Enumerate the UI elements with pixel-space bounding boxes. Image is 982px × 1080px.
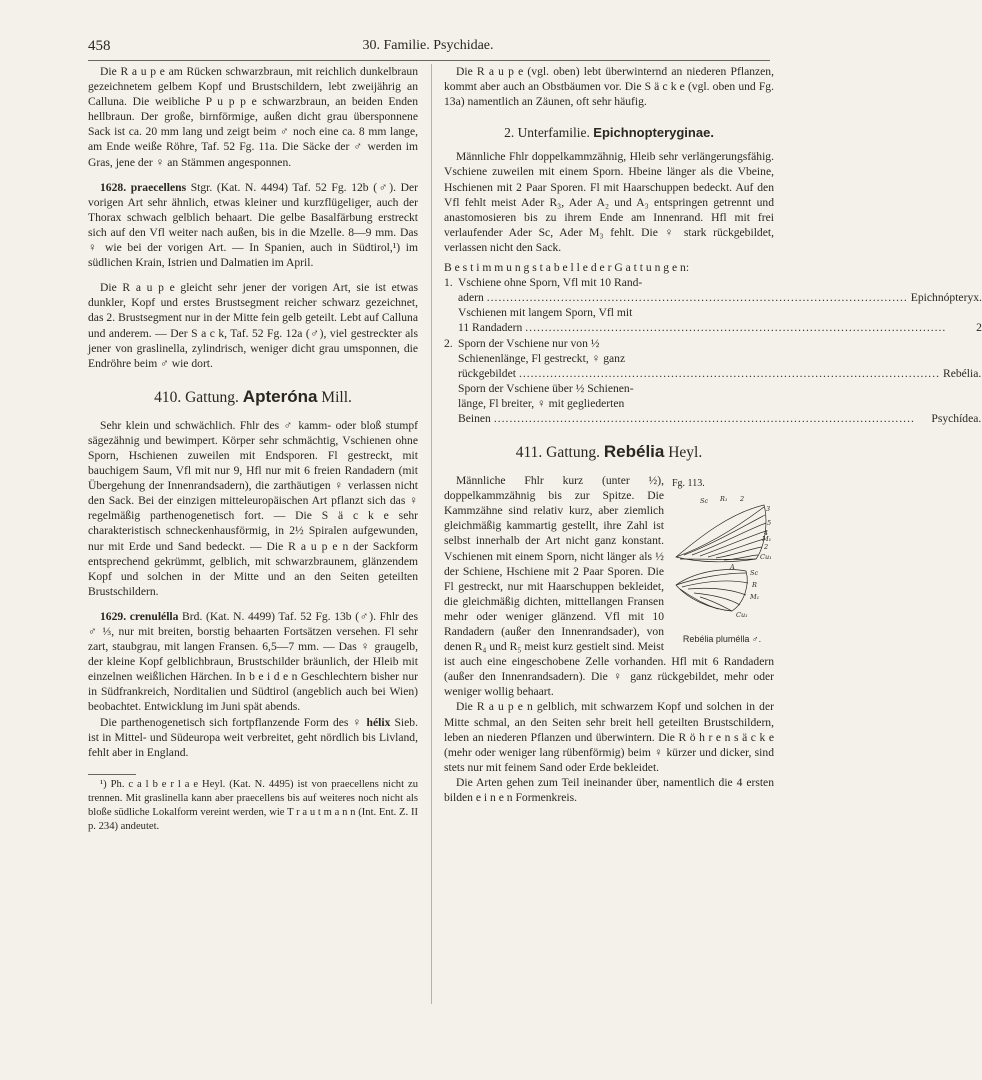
paragraph-raupe-helix: Die R a u p e (vgl. oben) lebt überwinternd an niederen Pflanzen, kommt aber auch an Obstbäumen vor. Die S ä c k e (vgl. oben und Fg. 13a) namentlich an Zäunen, oft sehr häufig. [444,65,774,109]
heading-410-author: Mill. [317,388,352,406]
key-2a-line-3: rückgebildet [458,366,516,380]
paragraph-apterona-description: Sehr klein und schwächlich. Fhlr des ♂ kamm- oder bloß stumpf sägezähnig und bewimpert. Körper sehr schmächtig, Vschienen ohne Sporn, Hschienen zuweilen mit Endsporen. Fl gestreckt, mit bauchigem Saum, Vfl mit nur 9, Hfl nur mit 6 freien Randadern (mit Übergehung der Innenrandsadern), die zarthäutigen ♀ verlassen nicht den Sack. Bei der einzigen mitteleuropäischen Art pflanzt sich das ♀ regelmäßig parthenogenetisch fort. — Die S ä c k e sehr charakteristisch schneckenhausförmig, in 2½ Spiralen aufgewunden, nur mit Erde und Sand bedeckt. — Die R a u p e n der Sackform entsprechend gekrümmt, gelblich, mit schwarzbraunem, glänzendem Kopf und solchen in der Mitte und an den Seiten geteilten Brustschildern. [88,418,418,598]
vein-label: 2 [764,543,769,552]
left-column [88,64,418,834]
vein-label: 5 [767,519,772,528]
leader-dots [516,366,943,381]
genus-name-apterona: Apteróna [242,386,318,406]
species-1628 [88,180,418,271]
key-result-2: 2 [976,321,982,335]
key-number-1: 1. [444,276,453,290]
figure-caption: Rebélia plumélla ♂. [682,633,762,644]
key-result-epichnopteryx: Epichnópteryx. [910,291,982,305]
key-2b-line-3: Beinen [458,411,491,425]
key-result-rebelia: Rebélia. [942,366,982,380]
paragraph-rebelia-arten: Die Arten gehen zum Teil ineinander über, namentlich die 4 ersten bilden e i n e n Formenkreis. [444,775,774,805]
heading-411-prefix: 411. Gattung. [515,444,604,462]
key-number-2: 2. [444,336,453,350]
key-2a-line-1: Sporn der Vschiene nur von ½ [458,336,600,350]
vein-label: 4 [764,529,769,538]
key-title: B e s t i m m u n g s t a b e l l e d e r G a t t u n g e n: [444,261,690,275]
vein-label: Cu₁ [736,611,748,620]
page-header [88,38,768,58]
key-couplet-2 [444,336,982,427]
key-2a-line-2: Schienenlänge, Fl gestreckt, ♀ ganz [458,351,626,365]
vein-label: R [752,581,757,590]
key-2b-lead [458,411,981,426]
vein-label: A [730,563,735,572]
heading-subfamily-2 [444,125,774,140]
heading-genus-411 [444,443,774,462]
hw-vein [682,581,748,587]
heading-411-author: Heyl. [664,444,703,462]
heading-genus-410 [88,388,418,407]
subfamily-name: Epichnopteryginae. [593,125,714,141]
heading-410-prefix: 410. Gattung. [154,388,243,406]
vein-label: Cu₁ [760,553,772,562]
identification-key [444,275,982,426]
key-1a-lead [458,290,982,305]
key-1b-line-2: 11 Randadern [458,321,523,335]
key-1b-lead [458,320,982,335]
species-name-praecellens: 1628. praecellens [100,180,187,194]
hw-vein [680,589,718,609]
species-name-crenulella: 1629. crenulélla [100,609,179,623]
key-1a-line-2: adern [458,291,484,305]
footnote-rule [88,774,136,775]
vein-label: Sc [700,497,709,506]
helix-post: Sieb. ist in Mittel- und Südeuropa weit verbreitet, geht nördlich bis Livland, fehlt aber in England. [88,715,418,759]
running-title: 30. Familie. Psychidae. [362,38,494,53]
vein-label: M₁ [750,593,760,602]
figure-label: Fg. 113. [672,478,705,490]
key-2b-line-1: Sporn der Vschiene über ½ Schienen- [458,381,634,395]
genus-name-rebelia: Rebélia [603,442,665,462]
species-1629-text: Brd. (Kat. N. 4499) Taf. 52 Fg. 13b (♂). Fhlr des ♂ ⅓, nur mit breiten, borstig behaarten Fortsätzen versehen. Fl sehr zart, staubgrau, mit langen Fransen. 6,5—7 mm. — Das ♀ graugelb, der kleine Kopf gelblichbraun, Brustschilder bräunlich, der Hleib mit einzelnen weißlichen Härchen. In b e i d e n Geschlechtern bisher nur in Südfrankreich, Norditalien und Südtirol (angeblich auch bei Wien) beobachtet. Entwicklung im Juni spät abends. [88,609,418,714]
key-2a-lead [458,366,981,381]
wing-venation-drawing [670,475,774,635]
paragraph-rebelia-raupen: Die R a u p e n gelblich, mit schwarzem Kopf und solchen in der Mitte schmal, an den Seiten sehr breit hell geteilten Brustschildern, leben an niederen Pflanzen und überwintern. Die R ö h r e n s ä c k e (mehr oder weniger lang rübenförmig) beim ♀ kürzer und dicker, sind stets nur mit feinem Sand oder Erde bekleidet. [444,700,774,774]
leader-dots [491,411,932,426]
vein-label: M₁ [762,535,772,544]
paragraph-subfamily-description: Männliche Fhlr doppelkammzähnig, Hleib sehr verlängerungsfähig. Vschiene zuweilen mit einem Sporn. Hbeine länger als die Vbeine, Hschienen mit 2 Paar Sporen. Fl mit Haarschuppen bedeckt. Auf den Vfl fehlt meist Ader R₃, Ader A₂ und A₃ entspringen getrennt und anastomosieren bis zu ihrem Ende am Innenrand. Hfl mit frei verlaufender Ader Sc, Ader M₃ fehlt. Die ♀ stark rückgebildet, verlassen nicht den Sack. [444,150,774,254]
vein-label: 3 [766,505,771,514]
species-1629 [88,609,418,715]
right-column [444,64,982,805]
subfamily-prefix: 2. Unterfamilie. [504,125,594,141]
helix-pre: Die parthenogenetisch sich fortpflanzende Form des ♀ [100,715,367,729]
header-rule [88,60,770,61]
vein-label: 2 [740,495,745,504]
key-result-psychidea: Psychídea. [931,411,982,425]
paragraph-rebelia-description: Männliche Fhlr kurz (unter ½), doppelkammzähnig bis zur Spitze. Die Kammzähne sind relativ kurz, aber ziemlich gleichmäßig kammartig gestellt, ihre Zahl ist selbst innerhalb der Art nicht ganz konstant. Vschienen mit einem Sporn, nicht länger als ½ der Schiene, Hschiene mit 2 Paar Sporen. Die Fl gestreckt, nur mit Haarschuppen bekleidet, die gleichmäßig dichten, mittellangen Fransen mehr oder weniger glänzend. Vfl mit 10 Randadern (außer den Innenrandsader), von denen R₄ und R₅ meist kurz gestielt sind. Meist ist auch eine eingeschobene Zelle vorhanden. Hfl mit 6 Randadern (außer den Innenrandsadern). Die ♀ ganz rückgebildet, mehr oder weniger wollig behaart. [444,474,774,699]
key-couplet-1 [444,275,982,335]
key-2b-line-2: länge, Fl breiter, ♀ mit gegliederten [458,396,625,410]
paragraph-raupe-graslinella: Die R a u p e am Rücken schwarzbraun, mit reichlich dunkelbraun gezeichnetem gelbem Kopf und Brustschildern, lebt zweijährig an Calluna. Die weibliche P u p p e schwarzbraun, an beiden Enden hellbraun. Der große, birnförmige, außen dicht grau übersponnene Sack ist ca. 20 mm lang und zeigt beim ♂ noch eine ca. 8 mm lange, am Ende weiße Röhre, Taf. 52 Fg. 11a. Die Säcke der ♂ werden im Gras, jene der ♀ an Stämmen angesponnen. [88,65,418,169]
form-name-helix: hélix [366,715,391,729]
key-1a-line-1: Vschiene ohne Sporn, Vfl mit 10 Rand- [458,276,643,290]
vein-label: Sc [750,569,759,578]
column-divider [431,64,432,1004]
vein-label: R₁ [720,495,728,504]
footnote: ¹) Ph. c a l b e r l a e Heyl. (Kat. N. 4495) ist von praecellens nicht zu trennen. Mit graslinella kann aber praecellens bis auf weiteres noch nicht als bloße südliche Lokalform vereint werden, wie T r a u t m a n n (Int. Ent. Z. II p. 234) andeutet. [88,778,418,832]
figure-113 [670,475,774,649]
species-1628-text: Stgr. (Kat. N. 4494) Taf. 52 Fg. 12b (♂). Der vorigen Art sehr ähnlich, etwas kleiner und kurzflügeliger, auch der Thorax schwach gelblich behaart. Die gelbe Basalfärbung erstreckt sich auf den Vfl weiter nach außen, bis in die Mzelle. 8—9 mm. Das ♀ wie bei der vorigen Art. — In Spanien, auch in Südtirol,¹) im südlichen Krain, Istrien und Dalmatien im April. [88,180,418,270]
leader-dots [522,320,976,335]
key-1b-line-1: Vschienen mit langem Sporn, Vfl mit [458,306,633,320]
paragraph-helix [88,715,418,760]
hw-vein [688,588,746,595]
paragraph-raupe-praecellens: Die R a u p e gleicht sehr jener der vorigen Art, sie ist etwas dunkler, Kopf und erstes Brustsegment reicher schwarz gezeichnet, das 2. Brustsegment nur in der Mitte fein gelb geteilt. Lebt auf Calluna und anderem. — Der S a c k, Taf. 52 Fg. 12a (♂), viel gestreckter als jener von graslinella, zylindrisch, weniger dicht grau umsponnen, die Endröhre beim ♂ wie dort. [88,281,418,370]
leader-dots [484,290,911,305]
page-number: 458 [88,38,111,54]
